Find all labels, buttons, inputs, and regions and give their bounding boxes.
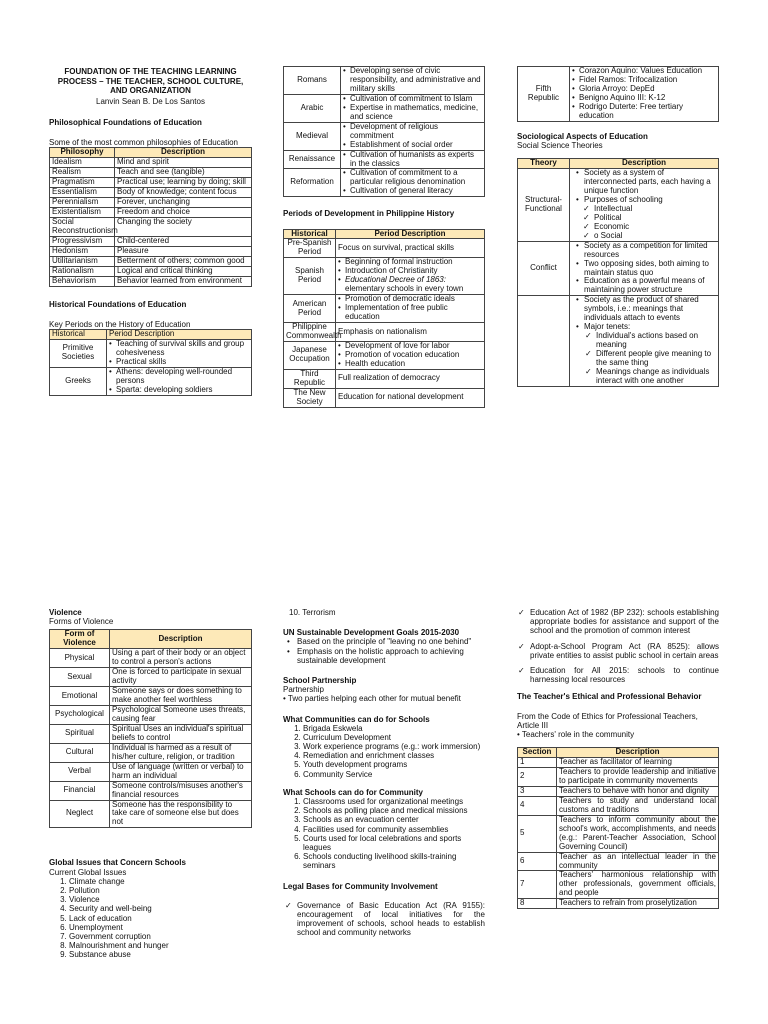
historical-item: • Practical skills [116,358,249,367]
philosophy-description: Body of knowledge; content focus [115,188,252,198]
ph-period-description-header: Period Description [336,229,485,239]
theory-name-empty [518,296,570,387]
theory-bullet: • Society as a system of interconnected parts, each having a unique function [584,169,716,196]
ethics-row [518,871,719,899]
partnership-sub: Partnership [283,685,324,695]
philippine-text: Focus on survival, practical skills [338,242,455,252]
philippine-description [336,369,485,388]
philippine-row [284,258,485,295]
philippine-table-part1 [283,229,485,408]
historical-item: • Teaching of survival skills and group cohesiveness [116,340,249,358]
philippine-description [336,239,485,258]
violence-description: Someone controls/misuses another's financial resources [110,781,252,800]
historical-item: • Cultivation of commitment to Islam [350,95,482,104]
column-bottom-right [517,608,719,909]
violence-form: Psychological [50,706,110,725]
violence-row [50,668,252,687]
philosophical-intro: Some of the most common philosophies of Education [49,138,238,148]
ethics-section: 3 [518,786,557,796]
global-issue-item: 5. Lack of education [69,914,252,923]
column-top-right [517,66,719,387]
document-title: FOUNDATION OF THE TEACHING LEARNING PROCESS – THE TEACHER, SCHOOL CULTURE, AND ORGANIZATION [57,67,244,96]
violence-intro: Forms of Violence [49,617,114,627]
violence-row [50,762,252,781]
philosophy-description: Teach and see (tangible) [115,168,252,178]
communities-item: 3. Work experience programs (e.g.: work immersion) [303,742,485,751]
philippine-period: Spanish Period [284,258,336,295]
philippine-row [284,239,485,258]
form-of-violence-header: Form of Violence [50,630,110,649]
ethics-description: Teachers to behave with honor and dignity [557,786,719,796]
global-issue-item: 7. Government corruption [69,932,252,941]
philosophy-name: Behaviorism [50,276,115,286]
sdg-item: • Based on the principle of "leaving no one behind" [297,637,485,646]
ethics-description-header: Description [557,748,719,758]
philosophy-name: Utilitarianism [50,256,115,266]
global-issue-item: 3. Violence [69,895,252,904]
violence-row [50,800,252,828]
theory-check: ✓ Economic [594,223,716,232]
historical-description [107,367,252,395]
philosophy-description: Logical and critical thinking [115,266,252,276]
historical-header: Historical [50,330,107,340]
violence-row [50,781,252,800]
philippine-item [345,276,482,294]
philippine-item: • Fidel Ramos: Trifocalization [579,76,716,85]
violence-description: One is forced to participate in sexual activity [110,668,252,687]
theory-bullet: • Two opposing sides, both aiming to maintain status quo [584,260,716,278]
ethics-row [518,815,719,852]
historical-row [284,169,485,197]
philosophy-row [50,266,252,276]
historical-item: • Cultivation of commitment to a particular religious denomination [350,169,482,187]
historical-table-part1 [49,329,252,396]
historical-description [341,94,485,122]
column-bottom-left [49,608,252,959]
partnership-heading: School Partnership [283,675,357,685]
philosophy-description: Changing the society [115,218,252,237]
global-issue-item: 9. Substance abuse [69,950,252,959]
historical-heading: Historical Foundations of Education [49,299,187,309]
philosophy-row [50,256,252,266]
philippine-period: Fifth Republic [518,67,570,122]
ethics-line: • Teachers' role in the community [517,729,635,739]
theory-description [570,169,719,242]
theory-bullet: • Education as a powerful means of maintaining power structure [584,277,716,295]
ethics-description: Teachers to refrain from proselytization [557,899,719,909]
historical-table-part2 [283,66,485,197]
communities-item: 6. Community Service [303,770,485,779]
violence-description: Someone says or does something to make another feel worthless [110,687,252,706]
philippine-item: • Corazon Aquino: Values Education [579,67,716,76]
ethics-intro: From the Code of Ethics for Professional Teachers, Article III [517,711,698,730]
historical-row [284,67,485,95]
philippine-heading: Periods of Development in Philippine History [283,209,455,219]
theory-description [570,296,719,387]
philippine-description [336,341,485,369]
decree-name: Educational Decree of 1863: [345,275,446,285]
philippine-row [284,295,485,323]
schools-item: 5. Courts used for local celebrations and sports leagues [303,834,485,852]
historical-period: Romans [284,67,341,95]
historical-item: • Athens: developing well-rounded persons [116,368,249,386]
violence-description: Individual is harmed as a result of his/her culture, religion, or tradition [110,743,252,762]
theory-check: ✓ Intellectual [594,205,716,214]
historical-intro: Key Periods on the History of Education [49,319,191,329]
theory-header: Theory [518,159,570,169]
schools-item: 3. Schools as an evacuation center [303,815,485,824]
theory-row-structural [518,169,719,242]
ethics-description: Teachers to inform community about the school's work, accomplishments, and needs (e.g.: Parent-Teacher Association, School Governing Council) [557,815,719,852]
column-bottom-middle [283,608,485,943]
violence-form: Neglect [50,800,110,828]
theory-check: ✓ Meanings change as individuals interact with one another [596,368,716,386]
philippine-item: • Development of love for labor [345,342,482,351]
philippine-row [284,341,485,369]
historical-period: Primitive Societies [50,340,107,368]
philosophy-name: Essentialism [50,188,115,198]
global-issue-item: 2. Pollution [69,886,252,895]
violence-description: Psychological Someone uses threats, causing fear [110,706,252,725]
violence-form: Cultural [50,743,110,762]
ethics-section: 6 [518,852,557,871]
historical-description [107,340,252,368]
theory-name: Conflict [518,241,570,296]
philippine-description [336,258,485,295]
sociological-intro: Social Science Theories [517,140,603,150]
philosophy-name: Idealism [50,158,115,168]
ethics-row [518,767,719,786]
theory-check: ✓ Political [594,214,716,223]
historical-item: • Cultivation of general literacy [350,187,482,196]
historical-description [341,67,485,95]
philosophy-table [49,147,252,286]
philippine-description [336,323,485,342]
column-top-middle [283,66,485,408]
violence-form: Verbal [50,762,110,781]
violence-description-header: Description [110,630,252,649]
communities-item: 1. Brigada Eskwela [303,724,485,733]
philippine-period: Third Republic [284,369,336,388]
philosophy-name: Hedonism [50,246,115,256]
theory-name: Structural-Functional [518,169,570,242]
philippine-item: • Gloria Arroyo: DepEd [579,85,716,94]
ethics-section: 8 [518,899,557,909]
violence-description: Someone has the responsibility to take care of someone else but does not [110,800,252,828]
ethics-section: 5 [518,815,557,852]
schools-item: 6. Schools conducting livelihood skills-training seminars [303,852,485,870]
ethics-section: 7 [518,871,557,899]
historical-description [341,169,485,197]
theory-check: ✓ Individual's actions based on meaning [596,332,716,350]
theory-bullet: • Major tenets: [584,323,716,332]
philosophy-row [50,188,252,198]
philosophy-name: Progressivism [50,236,115,246]
theory-check: ✓ Different people give meaning to the same thing [596,350,716,368]
theory-description [570,241,719,296]
violence-row [50,706,252,725]
violence-description: Use of language (written or verbal) to harm an individual [110,762,252,781]
philippine-period: Philippine Commonwealth [284,323,336,342]
schools-heading: What Schools can do for Community [283,787,424,797]
philosophy-row [50,168,252,178]
philippine-item: • Promotion of vocation education [345,351,482,360]
historical-item: • Expertise in mathematics, medicine, and science [350,104,482,122]
philosophy-description: Freedom and choice [115,208,252,218]
communities-item: 2. Curriculum Development [303,733,485,742]
ethics-section: 4 [518,796,557,815]
philippine-period: Pre-Spanish Period [284,239,336,258]
philippine-row [284,369,485,388]
philosophy-description: Child-centered [115,236,252,246]
historical-row [50,340,252,368]
philosophy-name: Rationalism [50,266,115,276]
ethics-table [517,747,719,909]
philippine-description [570,67,719,122]
philosophy-name: Existentialism [50,208,115,218]
historical-period: Arabic [284,94,341,122]
philippine-text: Full realization of democracy [338,373,440,383]
legal-item: ✓ Adopt-a-School Program Act (RA 8525): allows private entities to assist public school in certain areas [530,642,719,660]
historical-period: Renaissance [284,150,341,169]
decree-text: elementary schools in every town [345,284,464,294]
legal-item: ✓ Education for All 2015: schools to continue harnessing local resources [530,666,719,684]
historical-row [50,367,252,395]
legal-heading: Legal Bases for Community Involvement [283,881,438,891]
theory-check: ✓ o Social [594,232,716,241]
violence-row [50,649,252,668]
ethics-description: Teachers to provide leadership and initiative to participate in community movements [557,767,719,786]
philosophy-header: Philosophy [50,148,115,158]
philosophy-row [50,236,252,246]
philosophy-row [50,158,252,168]
philosophy-description: Pleasure [115,246,252,256]
philosophy-row [50,198,252,208]
historical-item: • Development of religious commitment [350,123,482,141]
legal-item: ✓ Education Act of 1982 (BP 232): schools establishing appropriate bodies for assistance and support of the school and the promotion of common interest [530,608,719,636]
theory-description-header: Description [570,159,719,169]
historical-item: • Cultivation of humanists as experts in the classics [350,151,482,169]
section-header: Section [518,748,557,758]
historical-description [341,150,485,169]
violence-form: Spiritual [50,724,110,743]
philosophy-name: Perennialism [50,198,115,208]
historical-row [284,150,485,169]
philosophy-description: Practical use; learning by doing; skill [115,178,252,188]
violence-row [50,687,252,706]
philosophy-description: Betterment of others; common good [115,256,252,266]
sdg-heading: UN Sustainable Development Goals 2015-2030 [283,628,460,638]
ethics-row [518,786,719,796]
violence-description: Spiritual Uses an individual's spiritual beliefs to control [110,724,252,743]
global-intro: Current Global Issues [49,867,127,877]
global-issue-10: 10. Terrorism [289,608,336,617]
philippine-item: • Introduction of Christianity [345,267,482,276]
historical-item: • Developing sense of civic responsibility, and administrative and military skills [350,67,482,94]
philippine-item: • Implementation of free public education [345,304,482,322]
philosophy-row [50,208,252,218]
philosophy-description: Forever, unchanging [115,198,252,208]
philosophy-row [50,178,252,188]
philosophy-row [50,218,252,237]
schools-item: 4. Facilities used for community assemblies [303,825,485,834]
philosophical-heading: Philosophical Foundations of Education [49,117,202,127]
ethics-row [518,899,719,909]
historical-period: Reformation [284,169,341,197]
violence-form: Physical [50,649,110,668]
violence-form: Sexual [50,668,110,687]
global-issue-item: 4. Security and well-being [69,904,252,913]
ethics-heading: The Teacher's Ethical and Professional Behavior [517,692,702,702]
philippine-description [336,388,485,407]
ethics-row [518,796,719,815]
communities-heading: What Communities can do for Schools [283,714,430,724]
violence-form: Emotional [50,687,110,706]
global-heading: Global Issues that Concern Schools [49,858,186,868]
global-issue-item: 6. Unemployment [69,923,252,932]
ethics-section: 1 [518,758,557,768]
philippine-table-part2 [517,66,719,122]
philosophy-description: Behavior learned from environment [115,276,252,286]
ethics-section: 2 [518,767,557,786]
theory-bullet: • Purposes of schooling [584,196,716,205]
philippine-description [336,295,485,323]
legal-item: ✓ Governance of Basic Education Act (RA 9155): encouragement of local initiatives for the improvement of schools, school heads to establish school and community networks [297,901,485,938]
philosophy-row [50,246,252,256]
historical-item: • Establishment of social order [350,141,482,150]
historical-item: • Sparta: developing soldiers [116,386,249,395]
global-issues-list [49,877,252,960]
ethics-description: Teachers' harmonious relationship with other professionals, government officials, and people [557,871,719,899]
philippine-row [518,67,719,122]
philippine-row [284,388,485,407]
column-top-left [49,67,252,396]
philosophy-row [50,276,252,286]
communities-list [283,724,485,779]
document-author: Lanvin Sean B. De Los Santos [96,96,205,106]
description-header: Description [115,148,252,158]
communities-item: 5. Youth development programs [303,760,485,769]
philippine-item: • Rodrigo Duterte: Free tertiary education [579,103,716,121]
historical-row [284,122,485,150]
ethics-description: Teachers to study and understand local customs and traditions [557,796,719,815]
philosophy-name: Pragmatism [50,178,115,188]
historical-period: Greeks [50,367,107,395]
historical-row [284,94,485,122]
partnership-line: • Two parties helping each other for mutual benefit [283,694,461,704]
ethics-row [518,852,719,871]
violence-form: Financial [50,781,110,800]
violence-row [50,724,252,743]
schools-item: 2. Schools as polling place and medical missions [303,806,485,815]
theory-row-conflict [518,241,719,296]
philippine-item: • Health education [345,360,482,369]
ph-historical-header: Historical [284,229,336,239]
philippine-period: American Period [284,295,336,323]
philosophy-description: Mind and spirit [115,158,252,168]
ethics-row [518,758,719,768]
sdg-item: • Emphasis on the holistic approach to achieving sustainable development [297,647,485,665]
theory-bullet: • Society as a competition for limited resources [584,242,716,260]
global-issue-item: 1. Climate change [69,877,252,886]
historical-description [341,122,485,150]
schools-item: 1. Classrooms used for organizational meetings [303,797,485,806]
communities-item: 4. Remediation and enrichment classes [303,751,485,760]
schools-list [283,797,485,871]
philippine-period: The New Society [284,388,336,407]
sociological-heading: Sociological Aspects of Education [517,131,648,141]
ethics-description: Teacher as facilitator of learning [557,758,719,768]
philippine-row [284,323,485,342]
global-issue-item: 8. Malnourishment and hunger [69,941,252,950]
historical-period: Medieval [284,122,341,150]
theory-bullet: • Society as the product of shared symbols, i.e.: meanings that individuals attach to events [584,296,716,323]
philippine-text: Education for national development [338,392,464,402]
philippine-item: • Promotion of democratic ideals [345,295,482,304]
philippine-item: • Benigno Aquino III: K-12 [579,94,716,103]
philosophy-name: Realism [50,168,115,178]
philippine-text: Emphasis on nationalism [338,326,427,336]
violence-table [49,629,252,828]
violence-row [50,743,252,762]
theory-table [517,158,719,387]
theory-row-symbolic [518,296,719,387]
violence-description: Using a part of their body or an object to control a person's actions [110,649,252,668]
philippine-item: • Beginning of formal instruction [345,258,482,267]
ethics-description: Teacher as an intellectual leader in the community [557,852,719,871]
violence-heading: Violence [49,608,82,617]
period-description-header: Period Description [107,330,252,340]
philosophy-name: Social Reconstructionism [50,218,115,237]
philippine-period: Japanese Occupation [284,341,336,369]
